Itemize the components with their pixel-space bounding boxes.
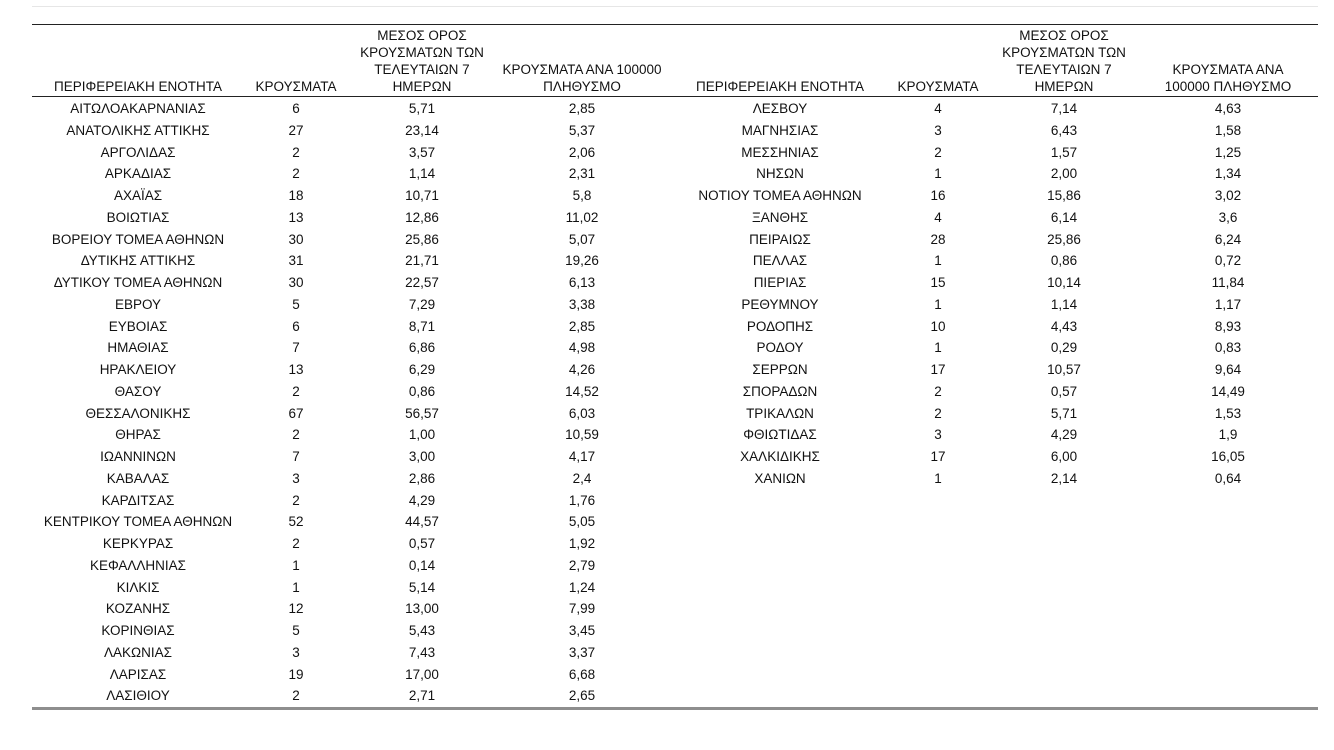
table-row xyxy=(32,685,1318,708)
left-cases-cell: 27 xyxy=(288,122,304,138)
right-region-cell: ΡΕΘΥΜΝΟΥ xyxy=(741,296,819,312)
right-per100k-cell xyxy=(1138,577,1318,599)
left-per100k-cell: 3,38 xyxy=(568,296,596,312)
right-per100k-cell: 14,49 xyxy=(1211,383,1245,399)
left-region-cell: ΚΕΝΤΡΙΚΟΥ ΤΟΜΕΑ ΑΘΗΝΩΝ xyxy=(43,514,233,530)
left-per100k-cell: 2,31 xyxy=(568,166,596,182)
right-avg7-cell xyxy=(990,664,1138,686)
header-line: ΚΡΟΥΣΜΑΤΩΝ ΤΩΝ xyxy=(1002,45,1126,60)
right-per100k-cell xyxy=(1138,490,1318,512)
table-row xyxy=(32,120,1318,142)
right-cases-cell: 17 xyxy=(930,362,946,377)
left-cases-cell: 7 xyxy=(292,340,300,356)
left-per100k-cell: 5,8 xyxy=(572,188,592,203)
left-per100k-cell: 19,26 xyxy=(565,253,599,269)
right-cases-cell: 1 xyxy=(934,166,942,182)
left-per100k-cell: 2,4 xyxy=(572,470,592,486)
left-cases-cell: 3 xyxy=(292,644,300,660)
table-row xyxy=(32,424,1318,446)
left-per100k-cell: 10,59 xyxy=(565,427,599,443)
left-per100k-cell: 5,05 xyxy=(568,514,596,530)
right-region-cell: ΜΑΓΝΗΣΙΑΣ xyxy=(741,122,819,138)
table-row xyxy=(32,359,1318,381)
left-avg7-cell: 7,29 xyxy=(408,296,436,312)
left-cases-cell: 5 xyxy=(292,296,300,312)
top-divider-line xyxy=(32,6,1318,7)
right-per100k-cell xyxy=(1138,642,1318,664)
right-cases-cell xyxy=(886,555,990,577)
left-cases-cell: 2 xyxy=(292,427,300,443)
header-line: ΜΕΣΟΣ ΟΡΟΣ xyxy=(377,28,467,43)
right-cases-cell: 3 xyxy=(934,122,942,138)
right-avg7-cell: 1,14 xyxy=(1050,296,1078,312)
table-body xyxy=(32,97,1318,709)
header-region-left: ΠΕΡΙΦΕΡΕΙΑΚΗ ΕΝΟΤΗΤΑ xyxy=(32,25,244,97)
right-avg7-cell xyxy=(990,642,1138,664)
table-row xyxy=(32,511,1318,533)
right-cases-cell: 3 xyxy=(934,427,942,443)
right-avg7-cell xyxy=(990,490,1138,512)
right-region-cell: ΦΘΙΩΤΙΔΑΣ xyxy=(743,427,817,443)
header-avg7-left xyxy=(348,25,496,97)
right-per100k-cell: 3,6 xyxy=(1218,209,1238,225)
table-row xyxy=(32,446,1318,468)
right-region-cell xyxy=(674,685,886,708)
left-region-cell: ΚΙΛΚΙΣ xyxy=(116,579,160,595)
left-cases-cell: 12 xyxy=(288,601,304,617)
right-region-cell xyxy=(674,577,886,599)
header-line: ΚΡΟΥΣΜΑΤΑ ΑΝΑ 100000 xyxy=(502,62,662,77)
right-region-cell xyxy=(674,533,886,555)
right-avg7-cell: 2,14 xyxy=(1050,470,1078,486)
table-row xyxy=(32,316,1318,338)
right-avg7-cell: 1,57 xyxy=(1050,144,1078,160)
left-avg7-cell: 13,00 xyxy=(405,601,439,617)
left-avg7-cell: 5,71 xyxy=(408,101,436,116)
left-region-cell: ΚΑΡΔΙΤΣΑΣ xyxy=(101,492,175,508)
left-per100k-cell: 4,26 xyxy=(568,362,596,377)
right-per100k-cell xyxy=(1138,664,1318,686)
right-per100k-cell: 1,17 xyxy=(1214,296,1242,312)
left-per100k-cell: 5,37 xyxy=(568,122,596,138)
left-per100k-cell: 1,24 xyxy=(568,579,596,595)
right-region-cell: ΝΟΤΙΟΥ ΤΟΜΕΑ ΑΘΗΝΩΝ xyxy=(698,188,862,203)
left-avg7-cell: 1,14 xyxy=(408,166,436,182)
left-cases-cell: 67 xyxy=(288,405,304,421)
right-cases-cell: 1 xyxy=(934,340,942,356)
right-avg7-cell xyxy=(990,620,1138,642)
left-cases-cell: 13 xyxy=(288,362,304,377)
left-per100k-cell: 1,76 xyxy=(568,492,596,508)
left-avg7-cell: 7,43 xyxy=(408,644,436,660)
right-region-cell: ΜΕΣΣΗΝΙΑΣ xyxy=(741,144,819,160)
left-cases-cell: 1 xyxy=(292,557,300,573)
right-cases-cell: 17 xyxy=(930,449,946,464)
right-region-cell: ΠΕΛΛΑΣ xyxy=(752,253,808,269)
table-row xyxy=(32,664,1318,686)
left-per100k-cell: 3,45 xyxy=(568,623,596,638)
left-region-cell: ΚΕΦΑΛΛΗΝΙΑΣ xyxy=(89,557,187,573)
header-line: ΗΜΕΡΩΝ xyxy=(392,79,452,94)
right-per100k-cell: 1,9 xyxy=(1218,427,1238,443)
left-per100k-cell: 2,65 xyxy=(568,688,596,704)
left-region-cell: ΗΡΑΚΛΕΙΟΥ xyxy=(99,362,177,377)
right-region-cell xyxy=(674,598,886,620)
left-avg7-cell: 2,71 xyxy=(408,688,436,704)
left-region-cell: ΙΩΑΝΝΙΝΩΝ xyxy=(100,449,176,464)
right-cases-cell: 2 xyxy=(934,383,942,399)
right-per100k-cell: 4,63 xyxy=(1214,101,1242,116)
right-avg7-cell: 10,57 xyxy=(1047,362,1081,377)
left-per100k-cell: 4,98 xyxy=(568,340,596,356)
table-row xyxy=(32,250,1318,272)
left-region-cell: ΑΧΑΪΑΣ xyxy=(113,188,163,203)
right-per100k-cell: 9,64 xyxy=(1214,362,1242,377)
left-per100k-cell: 6,13 xyxy=(568,275,596,290)
right-per100k-cell: 16,05 xyxy=(1211,449,1245,464)
right-avg7-cell: 7,14 xyxy=(1050,101,1078,116)
left-region-cell: ΔΥΤΙΚΗΣ ΑΤΤΙΚΗΣ xyxy=(80,253,196,269)
table-row xyxy=(32,620,1318,642)
right-per100k-cell: 6,24 xyxy=(1214,231,1242,247)
left-region-cell: ΒΟΡΕΙΟΥ ΤΟΜΕΑ ΑΘΗΝΩΝ xyxy=(51,231,225,247)
left-region-cell: ΛΑΚΩΝΙΑΣ xyxy=(104,644,172,660)
right-avg7-cell xyxy=(990,511,1138,533)
left-per100k-cell: 11,02 xyxy=(565,209,599,225)
header-per100k-right xyxy=(1138,25,1318,97)
right-per100k-cell: 8,93 xyxy=(1214,318,1242,334)
right-cases-cell xyxy=(886,685,990,708)
left-avg7-cell: 8,71 xyxy=(408,318,436,334)
right-region-cell: ΝΗΣΩΝ xyxy=(756,166,804,182)
left-per100k-cell: 1,92 xyxy=(568,536,596,551)
header-line: ΚΡΟΥΣΜΑΤΑ ΑΝΑ xyxy=(1172,62,1284,77)
table-row xyxy=(32,642,1318,664)
right-avg7-cell: 5,71 xyxy=(1050,405,1078,421)
right-avg7-cell: 10,14 xyxy=(1047,275,1081,290)
header-line: ΤΕΛΕΥΤΑΙΩΝ 7 xyxy=(374,62,470,77)
left-region-cell: ΑΙΤΩΛΟΑΚΑΡΝΑΝΙΑΣ xyxy=(70,101,206,116)
right-region-cell: ΡΟΔΟΠΗΣ xyxy=(746,318,814,334)
right-per100k-cell: 0,64 xyxy=(1214,470,1242,486)
right-avg7-cell xyxy=(990,598,1138,620)
left-region-cell: ΕΒΡΟΥ xyxy=(114,296,162,312)
right-avg7-cell: 25,86 xyxy=(1047,231,1081,247)
left-avg7-cell: 21,71 xyxy=(405,253,439,269)
right-avg7-cell xyxy=(990,533,1138,555)
header-per100k-left xyxy=(496,25,668,97)
left-avg7-cell: 0,14 xyxy=(408,557,436,573)
left-avg7-cell: 23,14 xyxy=(405,122,439,138)
right-region-cell xyxy=(674,511,886,533)
left-per100k-cell: 5,07 xyxy=(568,231,596,247)
left-region-cell: ΑΡΚΑΔΙΑΣ xyxy=(104,166,172,182)
right-cases-cell: 16 xyxy=(930,188,946,203)
right-avg7-cell: 4,43 xyxy=(1050,318,1078,334)
right-region-cell xyxy=(674,642,886,664)
right-per100k-cell xyxy=(1138,685,1318,708)
left-region-cell: ΑΝΑΤΟΛΙΚΗΣ ΑΤΤΙΚΗΣ xyxy=(66,122,210,138)
right-per100k-cell: 1,25 xyxy=(1214,144,1242,160)
right-avg7-cell: 0,57 xyxy=(1050,383,1078,399)
right-avg7-cell: 6,43 xyxy=(1050,122,1078,138)
right-avg7-cell xyxy=(990,685,1138,708)
left-cases-cell: 2 xyxy=(292,688,300,704)
table-row xyxy=(32,381,1318,403)
left-per100k-cell: 2,85 xyxy=(568,101,596,116)
right-per100k-cell: 0,83 xyxy=(1214,340,1242,356)
right-per100k-cell xyxy=(1138,555,1318,577)
left-avg7-cell: 44,57 xyxy=(405,514,439,530)
right-per100k-cell xyxy=(1138,511,1318,533)
right-cases-cell xyxy=(886,642,990,664)
left-avg7-cell: 1,00 xyxy=(408,427,436,443)
left-region-cell: ΘΕΣΣΑΛΟΝΙΚΗΣ xyxy=(85,405,191,421)
left-per100k-cell: 2,79 xyxy=(568,557,596,573)
header-line: ΤΕΛΕΥΤΑΙΩΝ 7 xyxy=(1016,62,1112,77)
table-row xyxy=(32,185,1318,207)
header-line: ΚΡΟΥΣΜΑΤΩΝ ΤΩΝ xyxy=(360,45,484,60)
left-per100k-cell: 4,17 xyxy=(568,449,596,464)
left-region-cell: ΛΑΡΙΣΑΣ xyxy=(109,666,167,682)
left-region-cell: ΗΜΑΘΙΑΣ xyxy=(107,340,169,356)
left-cases-cell: 2 xyxy=(292,166,300,182)
table-row xyxy=(32,337,1318,359)
right-per100k-cell xyxy=(1138,598,1318,620)
table-row xyxy=(32,468,1318,490)
right-region-cell: ΧΑΝΙΩΝ xyxy=(754,470,806,486)
header-line: ΜΕΣΟΣ ΟΡΟΣ xyxy=(1019,28,1109,43)
left-cases-cell: 6 xyxy=(292,318,300,334)
right-cases-cell: 2 xyxy=(934,144,942,160)
left-cases-cell: 2 xyxy=(292,536,300,551)
right-avg7-cell: 0,86 xyxy=(1050,253,1078,269)
left-cases-cell: 2 xyxy=(292,144,300,160)
left-avg7-cell: 56,57 xyxy=(405,405,439,421)
left-avg7-cell: 6,86 xyxy=(408,340,436,356)
left-per100k-cell: 2,85 xyxy=(568,318,596,334)
left-cases-cell: 7 xyxy=(292,449,300,464)
table-row xyxy=(32,598,1318,620)
right-region-cell xyxy=(674,490,886,512)
left-cases-cell: 2 xyxy=(292,492,300,508)
right-per100k-cell: 11,84 xyxy=(1211,275,1245,290)
left-avg7-cell: 4,29 xyxy=(408,492,436,508)
right-cases-cell: 28 xyxy=(930,231,946,247)
left-per100k-cell: 3,37 xyxy=(568,644,596,660)
right-region-cell: ΠΙΕΡΙΑΣ xyxy=(753,275,807,290)
right-per100k-cell: 1,58 xyxy=(1214,122,1242,138)
left-avg7-cell: 3,00 xyxy=(408,449,436,464)
left-avg7-cell: 12,86 xyxy=(405,209,439,225)
left-region-cell: ΕΥΒΟΙΑΣ xyxy=(108,318,168,334)
left-cases-cell: 6 xyxy=(292,101,300,116)
header-region-right: ΠΕΡΙΦΕΡΕΙΑΚΗ ΕΝΟΤΗΤΑ xyxy=(674,25,886,97)
left-per100k-cell: 7,99 xyxy=(568,601,596,617)
right-cases-cell xyxy=(886,533,990,555)
right-region-cell: ΠΕΙΡΑΙΩΣ xyxy=(749,231,811,247)
right-cases-cell xyxy=(886,598,990,620)
left-region-cell: ΑΡΓΟΛΙΔΑΣ xyxy=(100,144,176,160)
table-row xyxy=(32,577,1318,599)
left-region-cell: ΘΗΡΑΣ xyxy=(115,427,161,443)
left-avg7-cell: 3,57 xyxy=(408,144,436,160)
right-cases-cell xyxy=(886,620,990,642)
right-region-cell: ΛΕΣΒΟΥ xyxy=(752,101,808,116)
header-cases-left: ΚΡΟΥΣΜΑΤΑ xyxy=(244,25,348,97)
right-per100k-cell: 1,34 xyxy=(1214,166,1242,182)
left-region-cell: ΒΟΙΩΤΙΑΣ xyxy=(106,209,170,225)
header-line: ΗΜΕΡΩΝ xyxy=(1034,79,1094,94)
right-avg7-cell: 2,00 xyxy=(1050,166,1078,182)
right-per100k-cell xyxy=(1138,620,1318,642)
right-cases-cell xyxy=(886,511,990,533)
left-region-cell: ΚΕΡΚΥΡΑΣ xyxy=(102,536,174,551)
left-per100k-cell: 2,06 xyxy=(568,144,596,160)
left-region-cell: ΚΟΡΙΝΘΙΑΣ xyxy=(101,623,175,638)
right-cases-cell: 1 xyxy=(934,253,942,269)
right-cases-cell: 4 xyxy=(934,101,942,116)
right-avg7-cell xyxy=(990,555,1138,577)
right-avg7-cell: 4,29 xyxy=(1050,427,1078,443)
left-avg7-cell: 6,29 xyxy=(408,362,436,377)
left-avg7-cell: 0,86 xyxy=(408,383,436,399)
header-line: ΠΛΗΘΥΣΜΟ xyxy=(543,79,621,94)
left-cases-cell: 13 xyxy=(288,209,304,225)
left-region-cell: ΛΑΣΙΘΙΟΥ xyxy=(106,688,170,704)
left-avg7-cell: 2,86 xyxy=(408,470,436,486)
right-cases-cell: 4 xyxy=(934,209,942,225)
right-region-cell: ΡΟΔΟΥ xyxy=(756,340,804,356)
left-cases-cell: 30 xyxy=(288,275,304,290)
left-avg7-cell: 17,00 xyxy=(405,666,439,682)
left-avg7-cell: 25,86 xyxy=(405,231,439,247)
left-cases-cell: 30 xyxy=(288,231,304,247)
left-avg7-cell: 22,57 xyxy=(405,275,439,290)
right-avg7-cell: 6,00 xyxy=(1050,449,1078,464)
right-per100k-cell xyxy=(1138,533,1318,555)
right-region-cell xyxy=(674,555,886,577)
table-row xyxy=(32,207,1318,229)
left-cases-cell: 52 xyxy=(288,514,304,530)
right-region-cell: ΣΠΟΡΑΔΩΝ xyxy=(742,383,818,399)
table-row xyxy=(32,490,1318,512)
left-per100k-cell: 6,68 xyxy=(568,666,596,682)
right-cases-cell: 1 xyxy=(934,470,942,486)
right-region-cell: ΞΑΝΘΗΣ xyxy=(751,209,809,225)
right-per100k-cell: 3,02 xyxy=(1214,188,1242,203)
left-per100k-cell: 14,52 xyxy=(565,383,599,399)
left-avg7-cell: 0,57 xyxy=(408,536,436,551)
right-cases-cell: 2 xyxy=(934,405,942,421)
right-region-cell: ΧΑΛΚΙΔΙΚΗΣ xyxy=(740,449,820,464)
header-avg7-right xyxy=(990,25,1138,97)
table-row xyxy=(32,403,1318,425)
right-avg7-cell: 0,29 xyxy=(1050,340,1078,356)
left-cases-cell: 1 xyxy=(292,579,300,595)
cases-table xyxy=(32,24,1318,710)
right-region-cell xyxy=(674,664,886,686)
right-avg7-cell: 6,14 xyxy=(1050,209,1078,225)
header-cases-right: ΚΡΟΥΣΜΑΤΑ xyxy=(886,25,990,97)
table-row xyxy=(32,97,1318,120)
table-row xyxy=(32,555,1318,577)
right-avg7-cell xyxy=(990,577,1138,599)
left-region-cell: ΘΑΣΟΥ xyxy=(114,383,162,399)
left-cases-cell: 2 xyxy=(292,383,300,399)
left-region-cell: ΚΟΖΑΝΗΣ xyxy=(105,601,171,617)
right-cases-cell: 10 xyxy=(930,318,946,334)
left-cases-cell: 5 xyxy=(292,623,300,638)
table-row xyxy=(32,294,1318,316)
right-avg7-cell: 15,86 xyxy=(1047,188,1081,203)
left-cases-cell: 19 xyxy=(288,666,304,682)
right-cases-cell xyxy=(886,490,990,512)
header-row xyxy=(32,25,1318,97)
right-region-cell: ΣΕΡΡΩΝ xyxy=(752,362,808,377)
table-row xyxy=(32,142,1318,164)
left-avg7-cell: 5,14 xyxy=(408,579,436,595)
left-cases-cell: 31 xyxy=(288,253,304,269)
left-cases-cell: 18 xyxy=(288,188,304,203)
left-per100k-cell: 6,03 xyxy=(568,405,596,421)
right-cases-cell xyxy=(886,577,990,599)
left-avg7-cell: 5,43 xyxy=(408,623,436,638)
right-per100k-cell: 1,53 xyxy=(1214,405,1242,421)
left-region-cell: ΔΥΤΙΚΟΥ ΤΟΜΕΑ ΑΘΗΝΩΝ xyxy=(53,275,223,290)
right-region-cell xyxy=(674,620,886,642)
header-line: 100000 ΠΛΗΘΥΣΜΟ xyxy=(1164,79,1292,94)
right-cases-cell: 1 xyxy=(934,296,942,312)
table-row xyxy=(32,272,1318,294)
table-row xyxy=(32,229,1318,251)
left-region-cell: ΚΑΒΑΛΑΣ xyxy=(106,470,170,486)
left-cases-cell: 3 xyxy=(292,470,300,486)
right-cases-cell xyxy=(886,664,990,686)
right-cases-cell: 15 xyxy=(930,275,946,290)
table-row xyxy=(32,163,1318,185)
right-region-cell: ΤΡΙΚΑΛΩΝ xyxy=(746,405,814,421)
table-row xyxy=(32,533,1318,555)
right-per100k-cell: 0,72 xyxy=(1214,253,1242,269)
left-avg7-cell: 10,71 xyxy=(405,188,439,203)
